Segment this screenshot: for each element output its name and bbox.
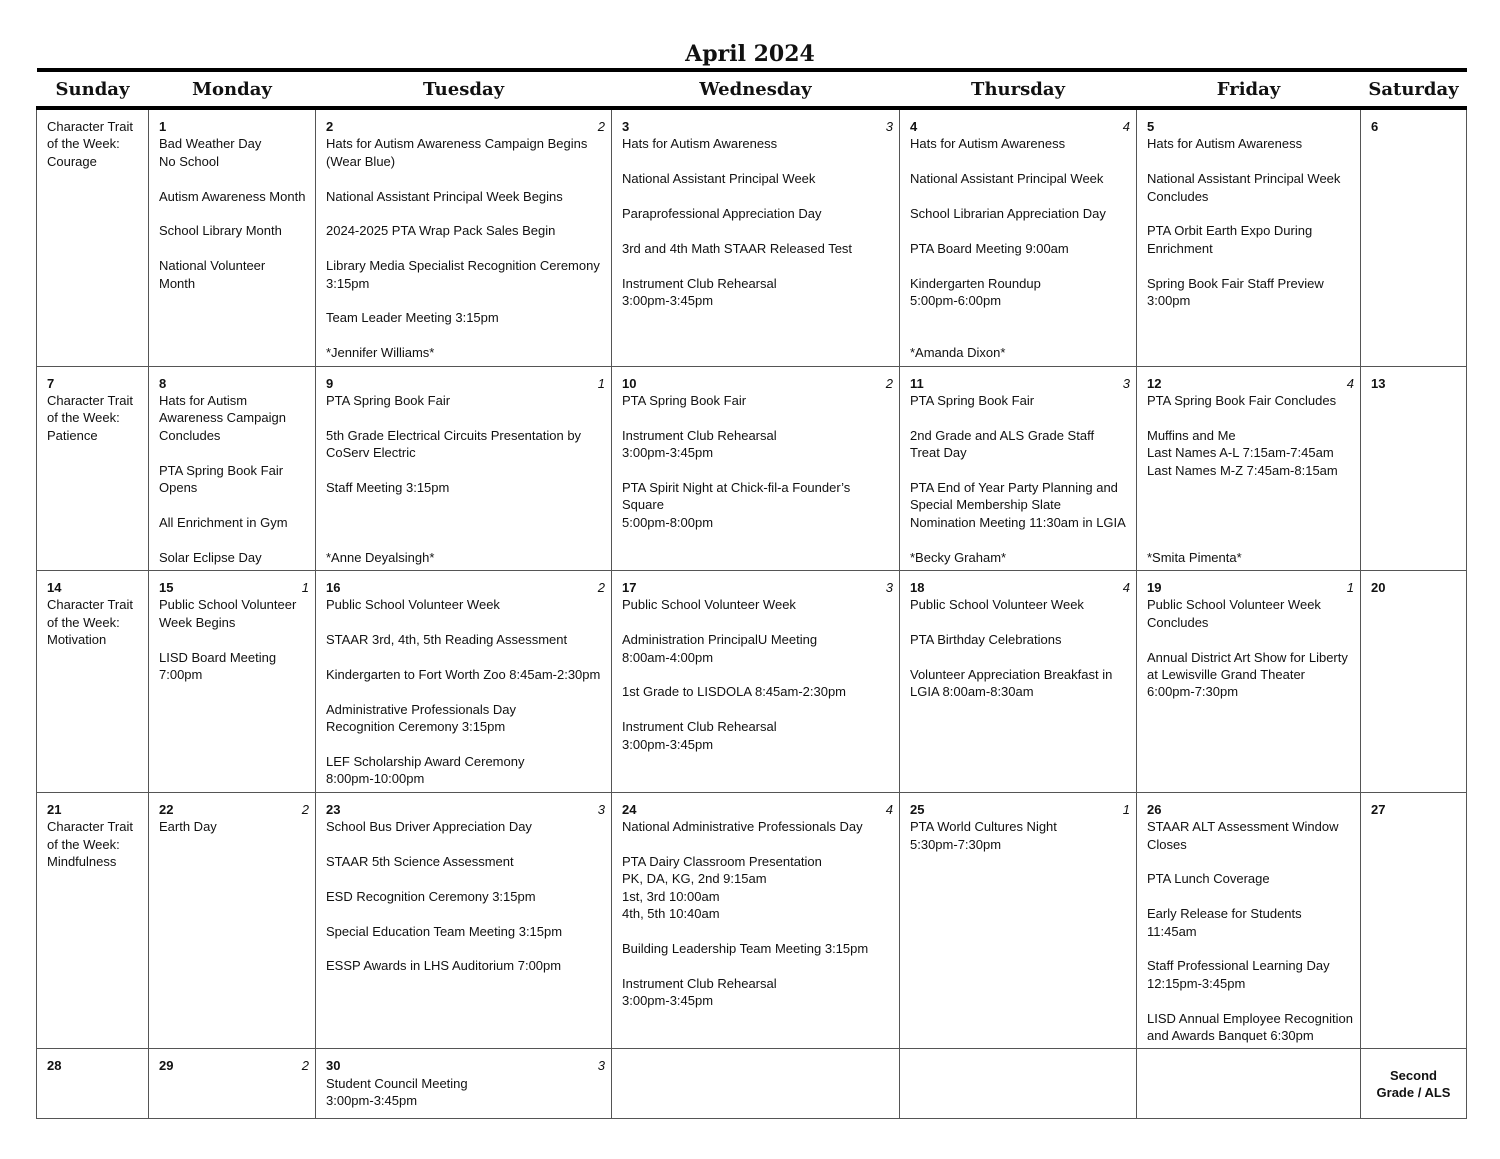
month-calendar-grid (36, 68, 1467, 1119)
event-item: Instrument Club Rehearsal 3:00pm-3:45pm (622, 975, 777, 1009)
event-item: ESD Recognition Ceremony 3:15pm (326, 888, 536, 904)
event-item: National Assistant Principal Week Concludes (1147, 171, 1341, 204)
event-list (326, 392, 605, 496)
event-item: PTA Spring Book Fair (910, 393, 1035, 409)
rotation-day-number: 1 (1122, 801, 1130, 817)
event-item: School Bus Driver Appreciation Day (326, 819, 532, 835)
day-cell (1361, 571, 1467, 793)
day-cell (1361, 366, 1467, 570)
day-cell (37, 1049, 149, 1119)
day-cell (612, 366, 900, 570)
event-item: PTA Spring Book Fair (622, 393, 747, 409)
event-item: Kindergarten Roundup 5:00pm-6:00pm (910, 275, 1041, 308)
event-list (47, 392, 142, 444)
day-number: 19 (1147, 580, 1162, 596)
event-list (159, 818, 309, 835)
day-number: 28 (47, 1058, 62, 1074)
rotation-day-number: 3 (597, 801, 605, 817)
day-cell (316, 366, 612, 570)
day-cell (1361, 792, 1467, 1049)
day-number: 29 (159, 1058, 174, 1074)
day-cell (900, 366, 1137, 570)
event-item: Public School Volunteer Week (622, 597, 796, 613)
week-row (37, 1049, 1467, 1119)
day-number: 2 (326, 119, 334, 134)
day-cell (149, 108, 316, 366)
weekday-header-thursday: Thursday (900, 70, 1137, 108)
day-number: 15 (159, 580, 174, 596)
day-number: 23 (326, 801, 341, 817)
event-list (622, 392, 893, 531)
event-item: 2024-2025 PTA Wrap Pack Sales Begin (326, 223, 556, 239)
event-item: Autism Awareness Month (159, 188, 306, 204)
event-list (622, 818, 893, 1009)
weekday-header-friday: Friday (1137, 70, 1361, 108)
day-number: 24 (622, 801, 637, 817)
day-number: 26 (1147, 801, 1162, 817)
weekday-header-saturday: Saturday (1361, 70, 1467, 108)
event-list (622, 596, 893, 753)
rotation-day-number: 4 (885, 801, 893, 817)
rotation-day-number: 3 (885, 580, 893, 596)
event-item: PTA Lunch Coverage (1147, 871, 1270, 887)
day-cell (900, 792, 1137, 1049)
staff-honoree: *Smita Pimenta* (1147, 549, 1242, 565)
event-item: Spring Book Fair Staff Preview 3:00pm (1147, 275, 1324, 309)
event-item: Earth Day (159, 819, 217, 835)
day-number: 12 (1147, 375, 1162, 391)
event-item: National Assistant Principal Week (622, 171, 816, 187)
event-item: LISD Board Meeting 7:00pm (159, 649, 277, 683)
day-cell (612, 108, 900, 366)
day-cell (149, 571, 316, 793)
day-number: 1 (159, 119, 167, 134)
day-cell (1137, 108, 1361, 366)
day-number: 10 (622, 375, 637, 391)
staff-honoree: *Anne Deyalsingh* (326, 549, 435, 565)
event-item: *Becky Graham* (910, 549, 1007, 565)
day-cell (37, 366, 149, 570)
day-cell (1137, 366, 1361, 570)
event-item: Annual District Art Show for Liberty at Lewisville Grand Theater 6:00pm-7:30pm (1147, 649, 1348, 700)
event-item: PTA Spring Book Fair (326, 393, 451, 409)
event-item: National Assistant Principal Week Begins (326, 188, 563, 204)
event-list (326, 135, 605, 361)
event-list (159, 135, 309, 292)
event-item: 3rd and 4th Math STAAR Released Test (622, 240, 853, 256)
event-item: All Enrichment in Gym (159, 514, 288, 530)
event-item: Instrument Club Rehearsal 3:00pm-3:45pm (622, 275, 777, 308)
event-list (1147, 596, 1354, 700)
event-item: PTA Spirit Night at Chick-fil-a Founder’s Square 5:00pm-8:00pm (622, 480, 851, 530)
event-item: Volunteer Appreciation Breakfast in LGIA 8:00am-8:30am (910, 667, 1113, 700)
rotation-day-number: 3 (885, 119, 893, 134)
rotation-day-number: 4 (1122, 580, 1130, 596)
rotation-day-number: 4 (1122, 119, 1130, 134)
event-item: PTA World Cultures Night 5:30pm-7:30pm (910, 819, 1057, 852)
day-cell (1361, 1049, 1467, 1119)
rotation-day-number: 2 (301, 801, 309, 817)
event-item: PTA Dairy Classroom Presentation PK, DA, KG, 2nd 9:15am 1st, 3rd 10:00am 4th, 5th 10:40am (622, 854, 822, 922)
day-number: 22 (159, 801, 174, 817)
event-list (1147, 818, 1354, 1044)
event-item: PTA Board Meeting 9:00am (910, 240, 1069, 256)
event-item: 5th Grade Electrical Circuits Presentation by CoServ Electric (326, 427, 582, 461)
weekday-header-tuesday: Tuesday (316, 70, 612, 108)
event-item: PTA End of Year Party Planning and Special Membership Slate Nomination Meeting 11:30am in LGIA (910, 480, 1126, 530)
event-list (910, 596, 1130, 700)
day-cell (149, 1049, 316, 1119)
day-number: 17 (622, 580, 637, 596)
week-row (37, 366, 1467, 570)
event-item: School Library Month (159, 223, 282, 239)
rotation-day-number: 1 (301, 580, 309, 596)
day-cell (900, 108, 1137, 366)
event-item: Kindergarten to Fort Worth Zoo 8:45am-2:30pm (326, 667, 601, 683)
event-item: Character Trait of the Week: Motivation (47, 597, 133, 648)
event-item: PTA Orbit Earth Expo During Enrichment (1147, 223, 1313, 256)
event-item: Muffins and Me Last Names A-L 7:15am-7:45am Last Names M-Z 7:45am-8:15am (1147, 427, 1338, 478)
rotation-day-number: 2 (597, 119, 605, 134)
event-item: Staff Professional Learning Day 12:15pm-3:45pm (1147, 958, 1330, 991)
weekday-header-monday: Monday (149, 70, 316, 108)
event-list (159, 392, 309, 566)
event-item: Character Trait of the Week: Patience (47, 393, 133, 443)
day-cell (1361, 108, 1467, 366)
day-number: 6 (1371, 119, 1379, 134)
event-item: ESSP Awards in LHS Auditorium 7:00pm (326, 958, 562, 974)
event-item: Public School Volunteer Week (910, 597, 1084, 613)
day-cell (316, 108, 612, 366)
rotation-day-number: 2 (301, 1058, 309, 1074)
event-item: STAAR 3rd, 4th, 5th Reading Assessment (326, 632, 568, 648)
rotation-day-number: 2 (597, 580, 605, 596)
event-list (1147, 135, 1354, 309)
day-cell (37, 792, 149, 1049)
day-number: 21 (47, 801, 62, 817)
day-cell (900, 1049, 1137, 1119)
rotation-day-number: 3 (597, 1058, 605, 1074)
event-item: LEF Scholarship Award Ceremony 8:00pm-10:00pm (326, 754, 525, 787)
day-number: 5 (1147, 119, 1155, 134)
day-cell (316, 1049, 612, 1119)
day-cell (612, 1049, 900, 1119)
day-cell (612, 792, 900, 1049)
week-row (37, 571, 1467, 793)
week-row (37, 792, 1467, 1049)
event-item: 1st Grade to LISDOLA 8:45am-2:30pm (622, 684, 847, 700)
weekday-header-row (37, 70, 1467, 108)
weekday-header-sunday: Sunday (37, 70, 149, 108)
event-item: STAAR 5th Science Assessment (326, 854, 514, 870)
rotation-day-number: 3 (1122, 375, 1130, 391)
event-item: Public School Volunteer Week Concludes (1147, 597, 1321, 630)
event-list (47, 818, 142, 870)
day-number: 20 (1371, 580, 1386, 596)
event-list (47, 118, 142, 170)
day-cell (37, 108, 149, 366)
event-item: PTA Spring Book Fair Concludes (1147, 393, 1337, 409)
event-item: Staff Meeting 3:15pm (326, 480, 450, 496)
event-item: Character Trait of the Week: Courage (47, 119, 133, 169)
event-item: *Jennifer Williams* (326, 345, 435, 361)
week-row (37, 108, 1467, 366)
event-item: Instrument Club Rehearsal 3:00pm-3:45pm (622, 427, 777, 461)
event-item: LISD Annual Employee Recognition and Awards Banquet 6:30pm (1147, 1010, 1353, 1044)
event-item: National Administrative Professionals Day (622, 819, 863, 835)
day-number: 18 (910, 580, 925, 596)
event-list (326, 596, 605, 787)
event-list (910, 135, 1130, 309)
day-number: 14 (47, 580, 62, 596)
event-list (326, 818, 605, 975)
rotation-day-number: 1 (1346, 580, 1354, 596)
event-list (1147, 392, 1354, 479)
day-number: 3 (622, 119, 630, 134)
event-list (47, 596, 142, 648)
day-cell (149, 792, 316, 1049)
event-item: PTA Spring Book Fair Opens (159, 462, 284, 496)
day-number: 8 (159, 375, 167, 391)
day-cell (900, 571, 1137, 793)
event-item: National Assistant Principal Week (910, 171, 1104, 187)
event-item: Instrument Club Rehearsal 3:00pm-3:45pm (622, 719, 777, 752)
calendar-title: April 2024 (685, 41, 815, 67)
day-cell (1137, 792, 1361, 1049)
event-item: Hats for Autism Awareness (910, 136, 1066, 152)
day-cell (316, 571, 612, 793)
event-item: Public School Volunteer Week Begins (159, 597, 297, 630)
day-cell (612, 571, 900, 793)
event-list (910, 392, 1130, 566)
event-item: School Librarian Appreciation Day (910, 206, 1106, 221)
day-number: 7 (47, 375, 55, 391)
event-item: Early Release for Students 11:45am (1147, 906, 1302, 939)
day-cell (1137, 571, 1361, 793)
weekday-header-wednesday: Wednesday (612, 70, 900, 108)
day-cell (37, 571, 149, 793)
day-cell (1137, 1049, 1361, 1119)
event-item: 2nd Grade and ALS Grade Staff Treat Day (910, 427, 1095, 461)
staff-honoree: *Amanda Dixon* (910, 345, 1006, 361)
day-cell (316, 792, 612, 1049)
event-item: STAAR ALT Assessment Window Closes (1147, 819, 1339, 852)
event-item: PTA Birthday Celebrations (910, 632, 1062, 648)
event-item: Hats for Autism Awareness (622, 136, 778, 152)
day-number: 4 (910, 119, 918, 134)
day-number: 27 (1371, 801, 1386, 817)
event-item: Administration PrincipalU Meeting 8:00am-4:00pm (622, 632, 818, 665)
event-item: Bad Weather Day No School (159, 136, 262, 169)
event-list (622, 135, 893, 309)
day-cell (149, 366, 316, 570)
event-item: Paraprofessional Appreciation Day (622, 206, 822, 221)
event-item: Hats for Autism Awareness (1147, 136, 1303, 152)
event-item: Team Leader Meeting 3:15pm (326, 310, 499, 326)
day-number: 16 (326, 580, 341, 596)
rotation-day-number: 4 (1346, 375, 1354, 391)
event-list (910, 818, 1130, 853)
event-item: Administrative Professionals Day Recognition Ceremony 3:15pm (326, 701, 517, 735)
event-item: Hats for Autism Awareness Campaign Begins (Wear Blue) (326, 136, 588, 169)
day-number: 13 (1371, 375, 1386, 391)
event-list (326, 1075, 605, 1110)
event-item: National Volunteer Month (159, 258, 266, 291)
event-item: Public School Volunteer Week (326, 597, 500, 613)
event-item: Special Education Team Meeting 3:15pm (326, 923, 563, 939)
event-item: Library Media Specialist Recognition Ceremony 3:15pm (326, 258, 600, 291)
day-number: 11 (910, 375, 924, 391)
event-item: Character Trait of the Week: Mindfulness (47, 819, 133, 870)
event-list (159, 596, 309, 683)
event-item: Hats for Autism Awareness Campaign Concludes (159, 393, 286, 443)
day-number: 25 (910, 801, 925, 817)
day-number: 30 (326, 1058, 341, 1074)
rotation-day-number: 1 (597, 375, 605, 391)
grade-team-note: Second Grade / ALS (1376, 1067, 1451, 1100)
event-item: Solar Eclipse Day (159, 549, 262, 565)
day-number: 9 (326, 375, 334, 391)
event-item: Student Council Meeting 3:00pm-3:45pm (326, 1075, 468, 1109)
event-item: Building Leadership Team Meeting 3:15pm (622, 941, 869, 957)
rotation-day-number: 2 (885, 375, 893, 391)
